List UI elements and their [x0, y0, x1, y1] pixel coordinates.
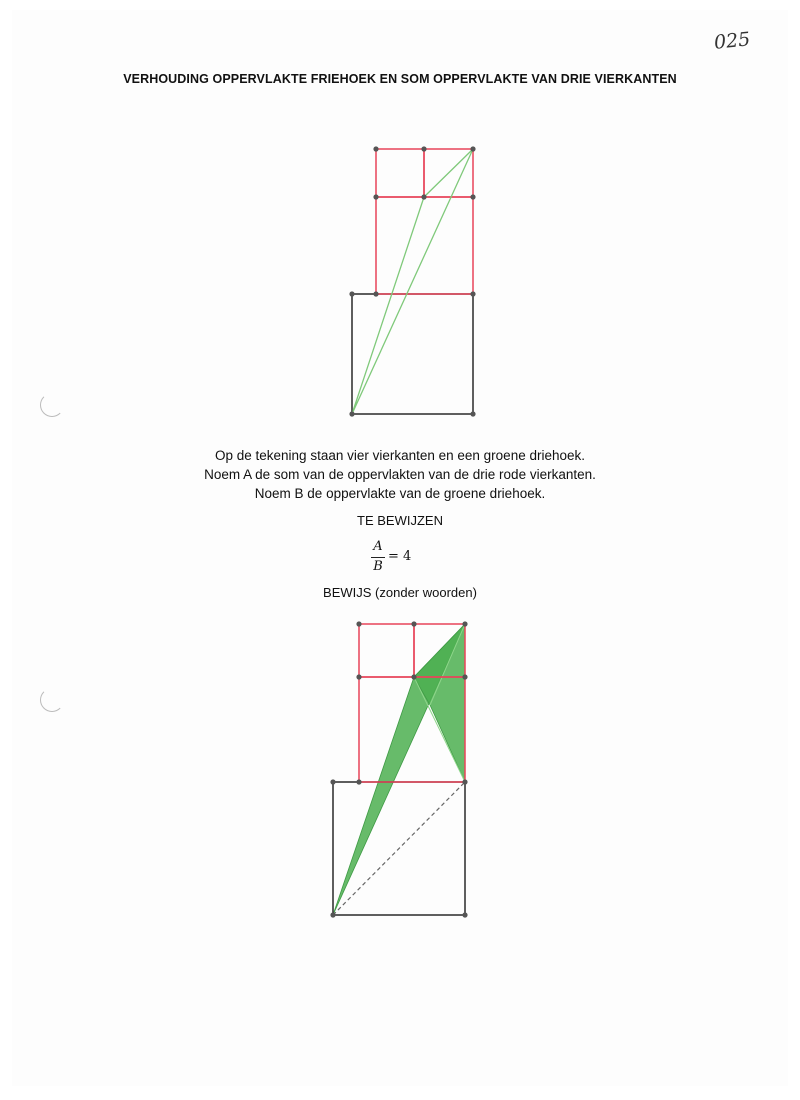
- fraction-bar: [371, 557, 385, 558]
- green-triangle: [352, 149, 473, 414]
- description: [0, 446, 800, 503]
- description-line: Noem A de som van de oppervlakten van de drie rode vierkanten.: [204, 467, 596, 482]
- denominator: B: [373, 559, 383, 574]
- description-line: Op de tekening staan vier vierkanten en een groene driehoek.: [215, 448, 585, 463]
- red-square-small-left: [376, 149, 424, 197]
- page-number-annotation: 025: [712, 28, 752, 54]
- figure-proof: [330, 621, 467, 917]
- to-prove-heading: TE BEWIJZEN: [357, 513, 443, 528]
- numerator: A: [373, 539, 383, 554]
- dashed-diagonal: [333, 782, 465, 915]
- proof-heading: BEWIJS (zonder woorden): [323, 585, 477, 600]
- punch-hole-top: [40, 393, 64, 417]
- black-square: [352, 294, 473, 414]
- punch-hole-bottom: [40, 688, 64, 712]
- equals-four: = 4: [388, 549, 412, 564]
- formula: [370, 539, 430, 579]
- page-title: VERHOUDING OPPERVLAKTE FRIEHOEK EN SOM OPPERVLAKTE VAN DRIE VIERKANTEN: [123, 72, 677, 86]
- description-line: Noem B de oppervlakte van de groene driehoek.: [254, 486, 546, 501]
- red-square-small-left-proof: [359, 624, 414, 677]
- red-square-large: [376, 197, 473, 294]
